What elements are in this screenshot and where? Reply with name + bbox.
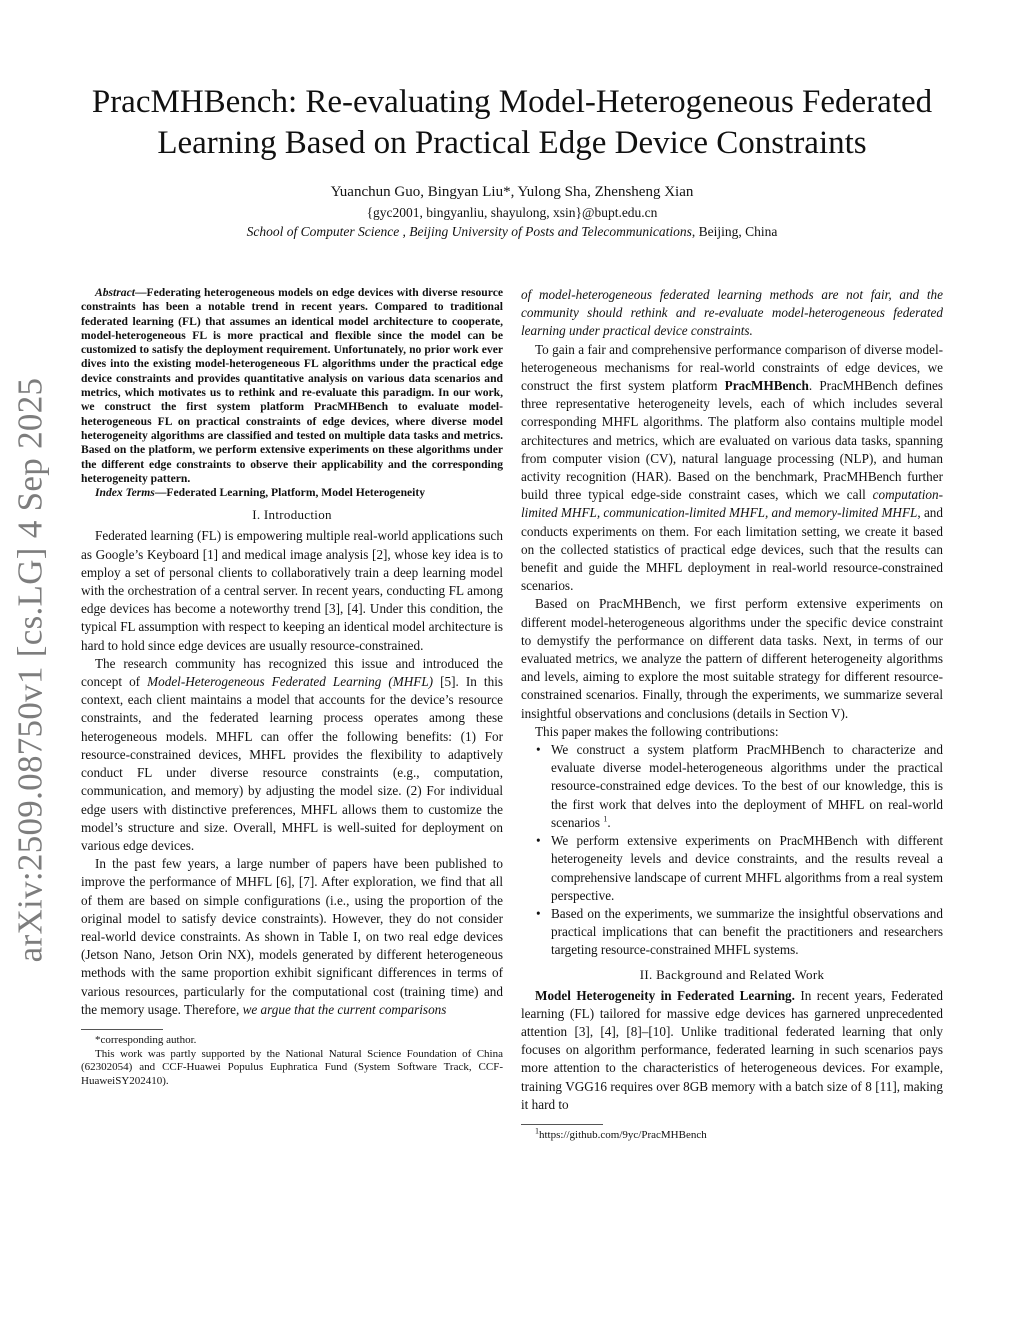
contribution-list [521,741,943,959]
abstract [81,286,503,486]
bullet-icon: • [536,742,541,758]
intro-p4-constraint-cases: computation-limited MHFL, communication-limited MHFL, and memory-limited MHFL [521,487,943,521]
bullet-icon: • [536,833,541,849]
intro-p4-text-b: . PracMHBench defines three representative heterogeneity levels, each of which includes several corresponding MHFL algorithms. The platform also contains multiple model architectures and metrics, which are evaluated on various data tasks, spanning from computer vision (CV), natural language processing (NLP), and human activity recognition (HAR). Based on the benchmark, PracMHBench further build three typical edge-side constraint cases, which we call [521,378,943,503]
contribution-text: Based on the experiments, we summarize the insightful observations and practical implications that can benefit the practitioners and researchers targeting resource-constrained MHFL systems. [551,905,943,958]
intro-paragraph-5: Based on PracMHBench, we first perform extensive experiments on different model-heterogeneous algorithms under the specific device constraint to demystify the performance on different data tasks. Next, in terms of our evaluated metrics, we analyze the pattern of different heterogeneity algorithms and levels, aiming to explore the most suitable strategy for different resource-constrained scenarios. Finally, through the experiments, we summarize several insightful observations and conclusions (details in Section V). [521,596,943,721]
intro-paragraph-3-continued: of model-heterogeneous federated learning methods are not fair, and the community should rethink and re-evaluate model-heterogeneous federated learning under practical device constraints. [521,287,943,339]
footnote-funding: This work was partly supported by the National Natural Science Foundation of China (62302054) and CCF-Huawei Populus Euphratica Fund (System Software Track, CCF-HuaweiSY202410). [81,1047,503,1087]
bullet-icon: • [536,905,541,921]
intro-p4-platform-name: PracMHBench [724,378,809,394]
intro-paragraph-3 [81,855,503,1019]
intro-p3-text: In the past few years, a large number of papers have been published to improve the performance of MHFL [6], [7]. After exploration, we find that all of them are based on simple configurations (i.e., using the proportion of the original model to satisfy device constraints). However, they do not consider real-world device constraints. As shown in Table I, on two real edge devices (Jetson Nano, Jetson Orin NX), models generated by different heterogeneous methods with the same proportion exhibit significant differences in terms of various resources, particularly for the computational cost (training time) and the memory usage. Therefore, [81,856,503,1017]
contribution-end: . [607,814,611,830]
author-list: Yuanchun Guo, Bingyan Liu*, Yulong Sha, Zhensheng Xian [330,184,694,200]
index-terms [81,486,503,500]
intro-p3-argument: we argue that the current comparisons [242,1001,447,1017]
right-column [521,286,943,1143]
index-terms-label: Index Terms [95,486,155,500]
section-heading-background: II. Background and Related Work [639,966,825,982]
intro-p4-text-a: To gain a fair and comprehensive performance comparison of diverse model-heterogeneous mechanisms for real-world constraints of edge devices, we construct the first system platform [521,341,943,394]
intro-paragraph-2 [81,655,503,855]
intro-p2-text-a: The research community has recognized this issue and introduced the concept of [81,655,503,690]
abstract-label: Abstract [95,286,135,299]
intro-paragraph-6: This paper makes the following contributions: [535,723,779,739]
footnote-corresponding: *corresponding author. [95,1033,197,1046]
footnote-divider [81,1029,163,1030]
footnote-number: 1 [535,1126,539,1136]
footnote-marker: 1 [603,814,608,824]
background-paragraph-1 [521,987,943,1114]
contribution-text: We construct a system platform PracMHBench to characterize and evaluate diverse model-heterogeneous algorithms under the practical resource-constrained edge devices. To the best of our knowledge, this is the first work that delves into the deployment of MHFL on real-world scenarios [551,742,943,830]
background-paragraph-title: Model Heterogeneity in Federated Learning. [535,987,795,1003]
list-item [521,741,943,832]
list-item [521,832,943,905]
intro-paragraph-4 [521,341,943,596]
affiliation-location: , Beijing, China [691,224,778,239]
section-heading-introduction: I. Introduction [252,507,332,523]
author-emails: {gyc2001, bingyanliu, shayulong, xsin}@bupt.edu.cn [366,205,658,220]
background-paragraph-text: In recent years, Federated learning (FL) tailored for massive edge devices has garnered unprecedented attention [3], [4], [8]–[10]. Unlike traditional federated learning that only focuses on algorithm performance, federated learning in such scenarios pays more attention to the characteristics of heterogeneous devices. For example, training VGG16 requires over 8GB memory with a batch size of 8 [11], making it hard to [521,987,943,1112]
title-line-1: PracMHBench: Re-evaluating Model-Heterogeneous Federated [91,84,933,120]
affiliation-institution: School of Computer Science , Beijing University of Posts and Telecommunications [246,224,692,239]
intro-p2-text-b: [5]. In this context, each client maintains a model that accounts for the device’s resource constraints, and the federated learning process operates among these heterogeneous models. MHFL can offer the following benefits: (1) For resource-constrained devices, MHFL provides the flexibility to adaptively conduct FL under diverse resource constraints (e.g., computation, communication, and memory) by adjusting the model size. (2) For individual edge users with distinctive preferences, MHFL allows them to customize the model’s structure and size. Overall, MHFL is well-suited for deployment on various edge devices. [81,674,503,853]
affiliation [70,224,954,240]
list-item [521,905,943,960]
abstract-text: —Federating heterogeneous models on edge devices with diverse resource constraints has been a notable trend in recent years. Compared to traditional federated learning (FL) that assumes an identical model architecture to cooperate, model-heterogeneous FL is more practical and flexible since the model can be customized to satisfy the deployment requirement. Unfortunately, no prior work ever dives into the existing model-heterogeneous FL algorithms under the practical edge device constraints and provides quantitative analysis on various data scenarios and metrics, which motivates us to rethink and re-evaluate this paradigm. In our work, we construct the first system platform PracMHBench to evaluate model-heterogeneous FL on practical constraints of edge devices, where diverse model heterogeneity algorithms are classified and tested on multiple data tasks and metrics. Based on the platform, we perform extensive experiments on these algorithms under the different edge constraints to observe their applicability and the corresponding heterogeneity pattern. [81,286,503,485]
index-terms-text: —Federated Learning, Platform, Model Heterogeneity [154,486,426,500]
intro-p4-text-c: , and conducts experiments on them. For each limitation setting, we create it based on the collected statistics of practical edge devices, such that the results can benefit and guide the MHFL deployment in real-world resource-constrained scenarios. [521,505,943,594]
arxiv-side-stamp [8,375,52,965]
arxiv-identifier: arXiv:2509.08750v1 [cs.LG] 4 Sep 2025 [10,377,50,963]
title-line-2: Learning Based on Practical Edge Device Constraints [157,125,867,161]
github-link[interactable]: https://github.com/9yc/PracMHBench [539,1128,707,1141]
intro-p2-mhfl-term: Model-Heterogeneous Federated Learning (MHFL) [147,674,434,690]
paper-title [70,82,954,164]
contribution-text: We perform extensive experiments on PracMHBench with different heterogeneity levels and device constraints, and the results reveal a comprehensive landscape of current MHFL algorithms from a real system perspective. [551,833,943,903]
intro-paragraph-1: Federated learning (FL) is empowering multiple real-world applications such as Google’s Keyboard [1] and medical image analysis [2], whose key idea is to employ a set of personal clients to collaboratively train a deep learning model with the orchestration of a central server. In recent years, conducting FL among edge devices has become a noteworthy trend [3], [4]. Under this condition, the typical FL assumption with respect to keeping an identical model architecture is hard to hold since edge devices are usually resource-constrained. [81,528,503,653]
left-column [81,286,503,1088]
footnote-url [521,1126,943,1143]
footnote-divider [521,1124,603,1125]
